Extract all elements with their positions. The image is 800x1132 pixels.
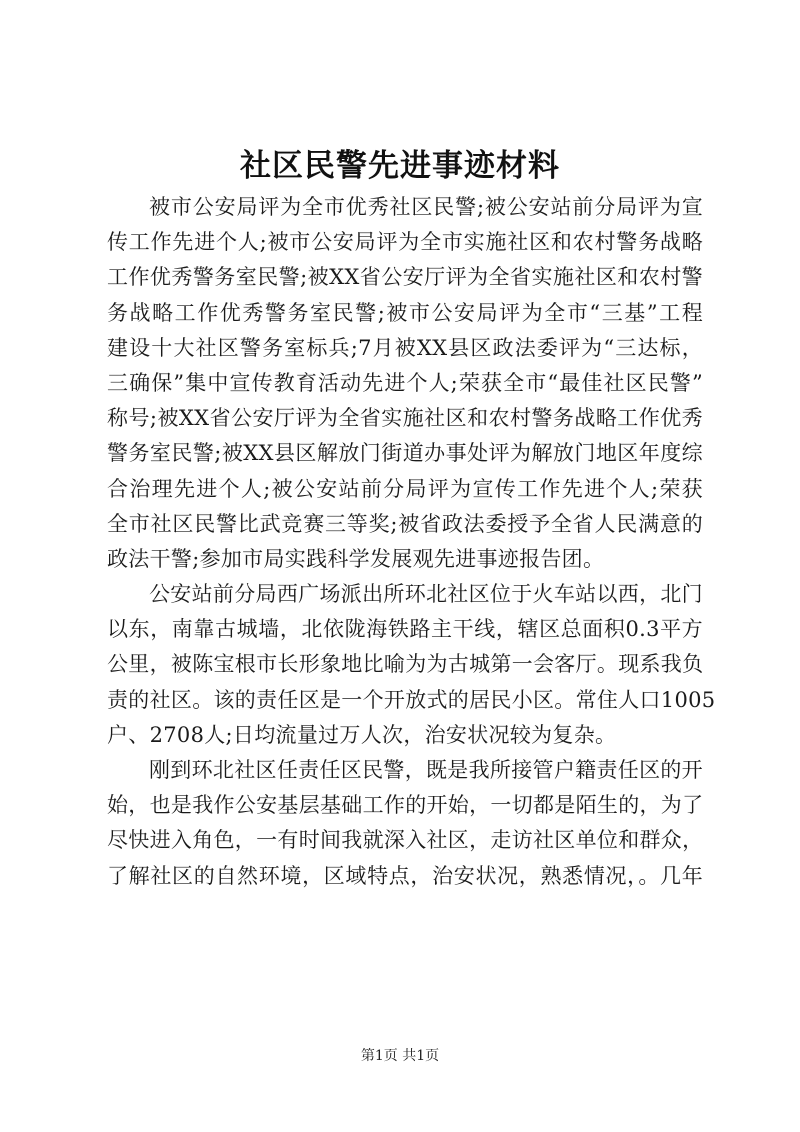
paragraph-line: 传工作先进个人;被市公安局评为全市实施社区和农村警务战略 [107,230,703,255]
paragraph-line: 工作优秀警务室民警;被XX省公安厅评为全省实施社区和农村警 [107,265,703,290]
paragraph-line: 全市社区民警比武竞赛三等奖;被省政法委授予全省人民满意的 [107,511,703,536]
paragraph-line: 政法干警;参加市局实践科学发展观先进事迹报告团。 [107,546,605,571]
paragraph-line: 公安站前分局西广场派出所环北社区位于火车站以西，北门 [149,582,703,607]
paragraph-3 [107,753,703,894]
paragraph-line: 了解社区的自然环境，区域特点，治安状况，熟悉情况，。几年 [107,863,703,888]
paragraph-line: 尽快进入角色，一有时间我就深入社区，走访社区单位和群众， [107,828,704,853]
paragraph-line: 户、2708人;日均流量过万人次，治安状况较为复杂。 [107,722,617,747]
paragraph-line: 警务室民警;被XX县区解放门街道办事处评为解放门地区年度综 [107,441,703,466]
document-title: 社区民警先进事迹材料 [240,148,560,184]
paragraph-line: 刚到环北社区任责任区民警，既是我所接管户籍责任区的开 [149,758,703,782]
paragraph-line: 三确保”集中宣传教育活动先进个人;荣获全市“最佳社区民警” [107,370,703,395]
paragraph-line: 以东，南靠古城墙，北依陇海铁路主干线，辖区总面积0.3平方 [107,617,703,642]
paragraph-2 [107,577,716,753]
paragraph-line: 公里，被陈宝根市长形象地比喻为为古城第一会客厅。现系我负 [107,652,704,677]
paragraph-line: 责的社区。该的责任区是一个开放式的居民小区。常住人口1005 [107,687,716,712]
paragraph-line: 始，也是我作公安基层基础工作的开始，一切都是陌生的，为了 [107,793,704,818]
page-footer: 第1页 共1页 [360,1048,440,1064]
paragraph-line: 称号;被XX省公安厅评为全省实施社区和农村警务战略工作优秀 [107,406,703,431]
paragraph-line: 务战略工作优秀警务室民警;被市公安局评为全市“三基”工程 [107,300,703,325]
document-body [107,190,716,894]
paragraph-line: 建设十大社区警务室标兵;7月被XX县区政法委评为“三达标， [107,335,703,360]
paragraph-1 [107,190,703,577]
paragraph-line: 被市公安局评为全市优秀社区民警;被公安站前分局评为宣 [149,195,703,219]
paragraph-line: 合治理先进个人;被公安站前分局评为宣传工作先进个人;荣获 [107,476,703,501]
